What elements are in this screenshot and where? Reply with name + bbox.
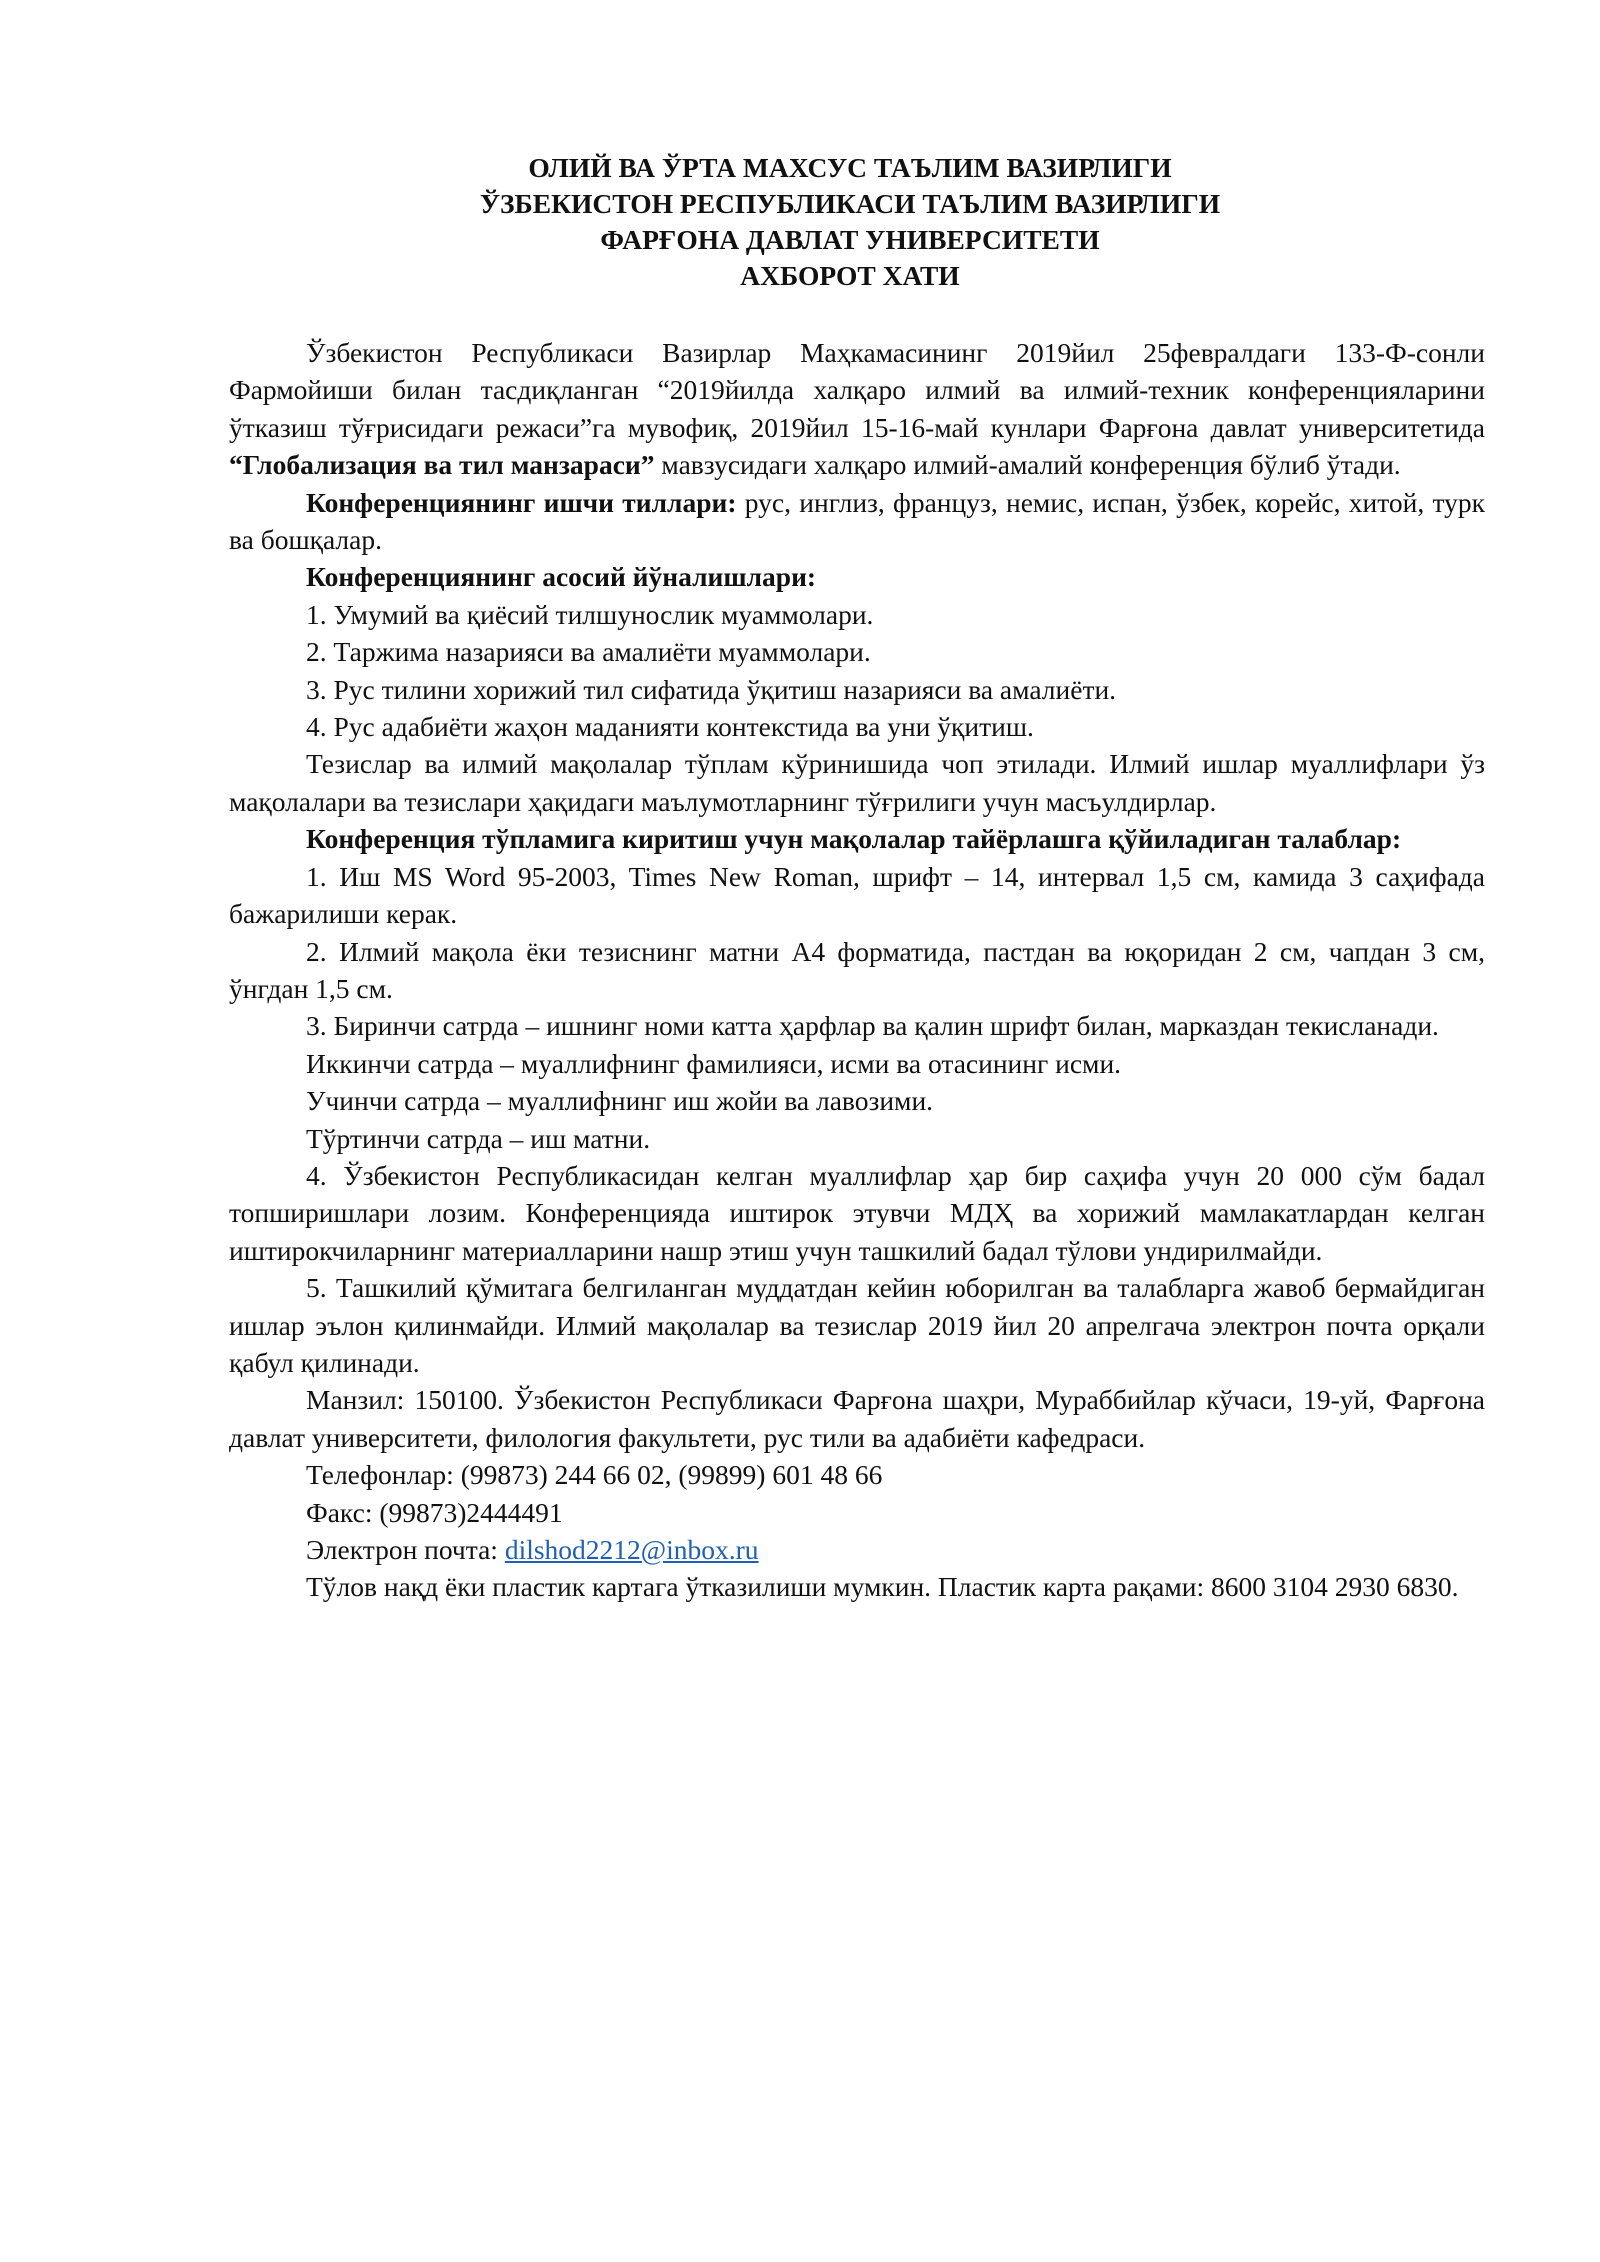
requirement-item: 5. Ташкилий қўмитага белгиланган муддатдан кейин юборилган ва талабларга жавоб бермайдиган ишлар эълон қилинмайди. Илмий мақолалар ва тезислар 2019 йил 20 апрелгача электрон почта орқали қабул қилинади. [229,1272,1485,1378]
working-languages [229,484,1485,559]
requirement-item: 4. Ўзбекистон Республикасидан келган муаллифлар ҳар бир саҳифа учун 20 000 сўм бадал топширишлари лозим. Конференцияда иштирок этувчи МДҲ ва хорижий мамлакатлардан келган иштирокчиларнинг материалларини нашр этиш учун ташкилий бадал тўлови ундирилмайди. [229,1159,1485,1266]
working-languages-text: рус, инглиз, француз, немис, испан, ўзбек, корейс, хитой, турк ва бошқалар. [229,486,1485,556]
document-title: АХБОРОТ ХАТИ [740,260,960,291]
intro-text: Ўзбекистон Республикаси Вазирлар Маҳкамасининг 2019йил 25февралдаги 133-Ф-сонли Фармойиши билан тасдиқланган “2019йилда халқаро илмий ва илмий-техник конференцияларини ўтказиш тўғрисидаги режаси”га мувофиқ, 2019йил 15-16-май кунлари Фарғона давлат университетида [229,337,1485,443]
email-link[interactable]: dilshod2212@inbox.ru [504,1534,759,1565]
fax-line: Факс: (99873)2444491 [306,1496,563,1528]
requirement-item: 3. Биринчи сатрда – ишнинг номи катта ҳарфлар ва қалин шрифт билан, марказдан текисланади. [306,1010,1439,1042]
payment-paragraph: Тўлов нақд ёки пластик картага ўтказилиши мумкин. Пластик карта рақами: 8600 3104 2930 6830. [306,1571,1459,1603]
intro-text-end: мавзусидаги халқаро илмий-амалий конференция бўлиб ўтади. [661,449,1401,481]
publication-paragraph: Тезислар ва илмий мақолалар тўплам кўринишида чоп этилади. Илмий ишлар муаллифлари ўз мақолалари ва тезислари ҳақидаги маълумотларнинг тўғрилиги учун масъулдирлар. [229,748,1485,817]
university-name: ФАРҒОНА ДАВЛАТ УНИВЕРСИТЕТИ [600,224,1100,255]
email-line [229,1531,1485,1568]
ministry-higher-education: ОЛИЙ ВА ЎРТА МАХСУС ТАЪЛИМ ВАЗИРЛИГИ [528,152,1172,183]
phones-line: Телефонлар: (99873) 244 66 02, (99899) 601 48 66 [306,1459,883,1491]
working-languages-label: Конференциянинг ишчи тиллари: [306,486,737,518]
document-body [229,334,1485,1606]
direction-item: 4. Рус адабиёти жаҳон маданияти контекстида ва уни ўқитиш. [306,711,1034,743]
directions-heading: Конференциянинг асосий йўналишлари: [306,561,817,593]
requirements-heading: Конференция тўпламига киритиш учун мақолалар тайёрлашга қўйиладиган талаблар: [306,823,1402,855]
intro-paragraph [229,334,1485,484]
requirement-item: Иккинчи сатрда – муаллифнинг фамилияси, исми ва отасининг исми. [306,1047,1122,1079]
conference-title: “Глобализация ва тил манзараси” [229,449,655,481]
direction-item: 1. Умумий ва қиёсий тилшунослик муаммолари. [306,598,874,630]
document-header [220,150,1480,294]
direction-item: 3. Рус тилини хорижий тил сифатида ўқитиш назарияси ва амалиёти. [306,673,1117,705]
ministry-education: ЎЗБЕКИСТОН РЕСПУБЛИКАСИ ТАЪЛИМ ВАЗИРЛИГИ [479,188,1221,219]
requirement-item: 2. Илмий мақола ёки тезиснинг матни А4 форматида, пастдан ва юқоридан 2 см, чапдан 3 см, ўнгдан 1,5 см. [229,935,1485,1004]
requirement-item: 1. Иш MS Word 95-2003, Times New Roman, шрифт – 14, интервал 1,5 см, камида 3 саҳифада бажарилиши керак. [229,860,1485,930]
address-paragraph: Манзил: 150100. Ўзбекистон Республикаси Фарғона шаҳри, Мураббийлар кўчаси, 19-уй, Фарғона давлат университети, филология факультети, рус тили ва адабиёти кафедраси. [229,1384,1485,1453]
direction-item: 2. Таржима назарияси ва амалиёти муаммолари. [306,636,871,668]
email-label: Электрон почта: [306,1534,505,1565]
requirement-item: Тўртинчи сатрда – иш матни. [306,1122,651,1154]
requirement-item: Учинчи сатрда – муаллифнинг иш жойи ва лавозими. [306,1085,934,1117]
